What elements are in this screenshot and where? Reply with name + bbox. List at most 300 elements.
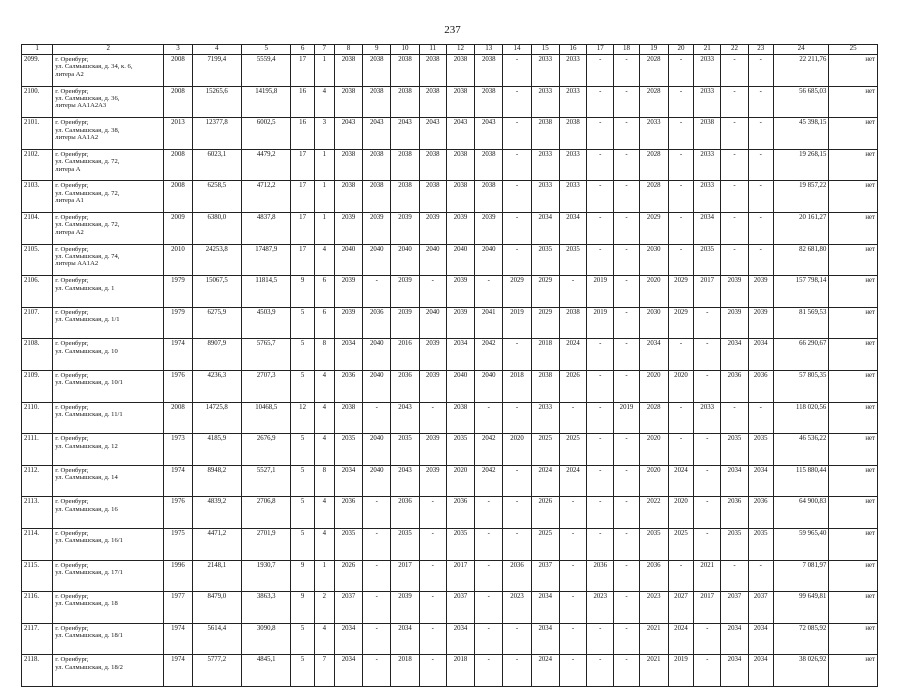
cell-col-15: 2038 xyxy=(531,370,559,402)
cell-col-20: 2025 xyxy=(668,528,693,560)
address-line: ул. Салмышская, д. 12 xyxy=(55,442,118,450)
cell-col-22: 2039 xyxy=(721,307,748,339)
cell-col-18: - xyxy=(614,560,639,592)
cell-col-13: 2039 xyxy=(475,212,503,244)
row-number: 2114. xyxy=(22,528,53,560)
cell-col-3: 1996 xyxy=(164,560,192,592)
cell-col-16: 2024 xyxy=(559,339,586,371)
cell-col-8: 2026 xyxy=(334,560,362,592)
cell-col-14: - xyxy=(503,623,531,655)
column-header: 25 xyxy=(829,45,878,55)
cell-col-11: 2040 xyxy=(419,307,446,339)
cell-col-3: 1974 xyxy=(164,339,192,371)
column-header: 16 xyxy=(559,45,586,55)
column-header: 14 xyxy=(503,45,531,55)
cell-col-3: 1975 xyxy=(164,528,192,560)
cell-col-3: 1974 xyxy=(164,623,192,655)
address-line: ул. Салмышская, д. 10 xyxy=(55,347,118,355)
cell-col-25: нет xyxy=(829,623,878,655)
cell-col-13: 2038 xyxy=(475,55,503,87)
cell-col-4: 4839,2 xyxy=(192,497,241,529)
cell-col-9: 2040 xyxy=(363,244,391,276)
cell-col-9: 2039 xyxy=(363,212,391,244)
cell-col-5: 6002,5 xyxy=(242,118,291,150)
cell-col-25: нет xyxy=(829,149,878,181)
table-row xyxy=(22,55,878,87)
cell-col-23: - xyxy=(748,244,773,276)
column-header: 19 xyxy=(639,45,668,55)
cell-col-19: 2028 xyxy=(639,402,668,434)
cell-col-13: 2043 xyxy=(475,118,503,150)
table-row xyxy=(22,497,878,529)
cell-col-23: 2034 xyxy=(748,465,773,497)
cell-col-12: 2040 xyxy=(446,370,474,402)
cell-col-23: 2037 xyxy=(748,592,773,624)
address-line: ул. Салмышская, д. 16 xyxy=(55,505,118,513)
table-row xyxy=(22,244,878,276)
cell-col-12: 2038 xyxy=(446,149,474,181)
cell-col-17: - xyxy=(587,149,614,181)
cell-col-20: 2029 xyxy=(668,276,693,308)
address-cell xyxy=(53,86,164,118)
cell-col-24: 115 880,44 xyxy=(773,465,829,497)
cell-col-17: - xyxy=(587,244,614,276)
cell-col-13: - xyxy=(475,276,503,308)
cell-col-20: - xyxy=(668,560,693,592)
table-row xyxy=(22,339,878,371)
cell-col-15: 2034 xyxy=(531,212,559,244)
cell-col-21: - xyxy=(694,497,721,529)
cell-col-7: 4 xyxy=(314,244,334,276)
cell-col-4: 4236,3 xyxy=(192,370,241,402)
cell-col-13: 2042 xyxy=(475,465,503,497)
cell-col-12: 2035 xyxy=(446,528,474,560)
address-line: г. Оренбург, xyxy=(55,213,89,221)
cell-col-20: - xyxy=(668,181,693,213)
cell-col-18: - xyxy=(614,181,639,213)
cell-col-10: 2043 xyxy=(391,118,419,150)
cell-col-25: нет xyxy=(829,181,878,213)
cell-col-4: 6380,0 xyxy=(192,212,241,244)
cell-col-24: 38 026,92 xyxy=(773,655,829,687)
cell-col-19: 2021 xyxy=(639,655,668,687)
address-cell xyxy=(53,118,164,150)
address-line: г. Оренбург, xyxy=(55,624,89,632)
cell-col-6: 12 xyxy=(291,402,314,434)
cell-col-10: 2036 xyxy=(391,497,419,529)
cell-col-3: 2008 xyxy=(164,86,192,118)
cell-col-16: 2034 xyxy=(559,212,586,244)
cell-col-21: 2017 xyxy=(694,592,721,624)
cell-col-6: 5 xyxy=(291,307,314,339)
cell-col-5: 4837,8 xyxy=(242,212,291,244)
column-header: 17 xyxy=(587,45,614,55)
address-line: литеры АА1А2 xyxy=(55,133,99,141)
cell-col-13: - xyxy=(475,560,503,592)
cell-col-19: 2021 xyxy=(639,623,668,655)
address-line: литера А2 xyxy=(55,228,84,236)
cell-col-6: 17 xyxy=(291,149,314,181)
cell-col-24: 22 211,76 xyxy=(773,55,829,87)
row-number: 2104. xyxy=(22,212,53,244)
cell-col-24: 82 681,80 xyxy=(773,244,829,276)
table-header xyxy=(22,45,878,55)
cell-col-20: - xyxy=(668,86,693,118)
cell-col-20: - xyxy=(668,402,693,434)
cell-col-5: 17487,9 xyxy=(242,244,291,276)
cell-col-3: 2008 xyxy=(164,149,192,181)
cell-col-7: 1 xyxy=(314,55,334,87)
cell-col-8: 2034 xyxy=(334,339,362,371)
cell-col-21: 2035 xyxy=(694,244,721,276)
address-cell xyxy=(53,212,164,244)
cell-col-16: - xyxy=(559,402,586,434)
column-header: 5 xyxy=(242,45,291,55)
row-number: 2099. xyxy=(22,55,53,87)
cell-col-16: - xyxy=(559,276,586,308)
cell-col-3: 2013 xyxy=(164,118,192,150)
cell-col-16: - xyxy=(559,560,586,592)
cell-col-7: 6 xyxy=(314,276,334,308)
cell-col-11: 2038 xyxy=(419,86,446,118)
cell-col-18: - xyxy=(614,528,639,560)
cell-col-18: 2019 xyxy=(614,402,639,434)
address-line: г. Оренбург, xyxy=(55,87,89,95)
cell-col-4: 8948,2 xyxy=(192,465,241,497)
cell-col-25: нет xyxy=(829,592,878,624)
cell-col-15: 2018 xyxy=(531,339,559,371)
cell-col-7: 4 xyxy=(314,370,334,402)
cell-col-5: 3090,8 xyxy=(242,623,291,655)
cell-col-17: 2019 xyxy=(587,307,614,339)
cell-col-15: 2033 xyxy=(531,181,559,213)
cell-col-11: 2039 xyxy=(419,434,446,466)
cell-col-4: 2148,1 xyxy=(192,560,241,592)
column-header: 9 xyxy=(363,45,391,55)
cell-col-9: 2040 xyxy=(363,465,391,497)
cell-col-19: 2022 xyxy=(639,497,668,529)
address-line: г. Оренбург, xyxy=(55,56,89,63)
cell-col-8: 2034 xyxy=(334,623,362,655)
cell-col-7: 4 xyxy=(314,528,334,560)
cell-col-4: 7199,4 xyxy=(192,55,241,87)
cell-col-20: - xyxy=(668,149,693,181)
cell-col-11: - xyxy=(419,623,446,655)
cell-col-18: - xyxy=(614,276,639,308)
cell-col-5: 3863,3 xyxy=(242,592,291,624)
column-header: 23 xyxy=(748,45,773,55)
cell-col-17: - xyxy=(587,370,614,402)
cell-col-10: 2039 xyxy=(391,212,419,244)
cell-col-4: 15265,6 xyxy=(192,86,241,118)
address-line: г. Оренбург, xyxy=(55,245,89,253)
cell-col-8: 2038 xyxy=(334,181,362,213)
cell-col-3: 1974 xyxy=(164,465,192,497)
cell-col-7: 4 xyxy=(314,434,334,466)
cell-col-18: - xyxy=(614,55,639,87)
cell-col-7: 6 xyxy=(314,307,334,339)
cell-col-19: 2034 xyxy=(639,339,668,371)
cell-col-21: - xyxy=(694,307,721,339)
cell-col-10: 2039 xyxy=(391,592,419,624)
cell-col-22: - xyxy=(721,55,748,87)
cell-col-7: 1 xyxy=(314,212,334,244)
cell-col-14: - xyxy=(503,212,531,244)
cell-col-10: 2035 xyxy=(391,434,419,466)
cell-col-17: - xyxy=(587,434,614,466)
cell-col-10: 2038 xyxy=(391,149,419,181)
cell-col-20: 2019 xyxy=(668,655,693,687)
cell-col-23: 2036 xyxy=(748,497,773,529)
cell-col-24: 57 805,35 xyxy=(773,370,829,402)
cell-col-16: - xyxy=(559,528,586,560)
cell-col-5: 2676,9 xyxy=(242,434,291,466)
cell-col-24: 118 020,56 xyxy=(773,402,829,434)
cell-col-20: - xyxy=(668,244,693,276)
cell-col-14: - xyxy=(503,118,531,150)
address-line: г. Оренбург, xyxy=(55,150,89,158)
address-line: ул. Салмышская, д. 72, xyxy=(55,189,120,197)
cell-col-15: 2029 xyxy=(531,307,559,339)
cell-col-19: 2036 xyxy=(639,560,668,592)
address-line: ул. Салмышская, д. 14 xyxy=(55,474,118,482)
cell-col-13: 2038 xyxy=(475,86,503,118)
cell-col-24: 81 569,53 xyxy=(773,307,829,339)
cell-col-12: 2017 xyxy=(446,560,474,592)
cell-col-11: - xyxy=(419,528,446,560)
address-line: г. Оренбург, xyxy=(55,308,89,316)
cell-col-22: 2034 xyxy=(721,465,748,497)
column-header: 10 xyxy=(391,45,419,55)
cell-col-19: 2023 xyxy=(639,592,668,624)
cell-col-9: 2040 xyxy=(363,339,391,371)
cell-col-11: - xyxy=(419,276,446,308)
cell-col-16: - xyxy=(559,623,586,655)
cell-col-12: 2038 xyxy=(446,181,474,213)
table-row xyxy=(22,434,878,466)
row-number: 2116. xyxy=(22,592,53,624)
cell-col-20: 2020 xyxy=(668,370,693,402)
cell-col-20: 2029 xyxy=(668,307,693,339)
cell-col-20: 2024 xyxy=(668,465,693,497)
cell-col-4: 12377,8 xyxy=(192,118,241,150)
cell-col-21: - xyxy=(694,528,721,560)
table-row xyxy=(22,528,878,560)
cell-col-12: 2039 xyxy=(446,212,474,244)
cell-col-4: 24253,8 xyxy=(192,244,241,276)
cell-col-12: 2037 xyxy=(446,592,474,624)
cell-col-23: 2039 xyxy=(748,307,773,339)
cell-col-15: 2034 xyxy=(531,592,559,624)
address-line: ул. Салмышская, д. 16/1 xyxy=(55,537,123,545)
cell-col-23: 2034 xyxy=(748,623,773,655)
address-line: г. Оренбург, xyxy=(55,529,89,537)
address-cell xyxy=(53,623,164,655)
cell-col-18: - xyxy=(614,434,639,466)
cell-col-21: 2033 xyxy=(694,149,721,181)
cell-col-7: 4 xyxy=(314,402,334,434)
cell-col-17: 2036 xyxy=(587,560,614,592)
cell-col-19: 2028 xyxy=(639,55,668,87)
address-cell xyxy=(53,181,164,213)
cell-col-12: 2038 xyxy=(446,55,474,87)
cell-col-19: 2030 xyxy=(639,307,668,339)
address-cell xyxy=(53,402,164,434)
cell-col-8: 2036 xyxy=(334,497,362,529)
address-line: ул. Салмышская, д. 11/1 xyxy=(55,410,123,418)
cell-col-9: 2038 xyxy=(363,55,391,87)
cell-col-5: 11814,5 xyxy=(242,276,291,308)
cell-col-7: 4 xyxy=(314,497,334,529)
cell-col-13: 2041 xyxy=(475,307,503,339)
cell-col-19: 2030 xyxy=(639,244,668,276)
address-line: ул. Салмышская, д. 18/2 xyxy=(55,663,123,671)
cell-col-24: 7 081,97 xyxy=(773,560,829,592)
address-line: ул. Салмышская, д. 34, к. 6, xyxy=(55,63,133,71)
cell-col-16: 2038 xyxy=(559,118,586,150)
cell-col-5: 1930,7 xyxy=(242,560,291,592)
address-cell xyxy=(53,528,164,560)
cell-col-24: 64 900,83 xyxy=(773,497,829,529)
cell-col-24: 45 398,15 xyxy=(773,118,829,150)
cell-col-5: 10468,5 xyxy=(242,402,291,434)
column-header: 22 xyxy=(721,45,748,55)
cell-col-22: - xyxy=(721,149,748,181)
cell-col-12: 2038 xyxy=(446,402,474,434)
cell-col-21: 2033 xyxy=(694,55,721,87)
address-cell xyxy=(53,276,164,308)
cell-col-6: 5 xyxy=(291,339,314,371)
cell-col-25: нет xyxy=(829,560,878,592)
cell-col-6: 5 xyxy=(291,497,314,529)
cell-col-9: 2036 xyxy=(363,307,391,339)
address-line: г. Оренбург, xyxy=(55,119,89,127)
cell-col-3: 1977 xyxy=(164,592,192,624)
cell-col-16: 2038 xyxy=(559,307,586,339)
cell-col-25: нет xyxy=(829,307,878,339)
cell-col-16: 2025 xyxy=(559,434,586,466)
table-row xyxy=(22,370,878,402)
cell-col-20: - xyxy=(668,339,693,371)
cell-col-11: - xyxy=(419,497,446,529)
cell-col-20: 2024 xyxy=(668,623,693,655)
cell-col-10: 2038 xyxy=(391,181,419,213)
column-header: 3 xyxy=(164,45,192,55)
cell-col-4: 5614,4 xyxy=(192,623,241,655)
cell-col-6: 5 xyxy=(291,434,314,466)
cell-col-22: - xyxy=(721,560,748,592)
cell-col-7: 8 xyxy=(314,339,334,371)
cell-col-14: 2020 xyxy=(503,434,531,466)
cell-col-5: 4845,1 xyxy=(242,655,291,687)
cell-col-3: 2010 xyxy=(164,244,192,276)
cell-col-4: 8907,9 xyxy=(192,339,241,371)
cell-col-10: 2036 xyxy=(391,370,419,402)
row-number: 2106. xyxy=(22,276,53,308)
cell-col-20: - xyxy=(668,118,693,150)
cell-col-24: 19 268,15 xyxy=(773,149,829,181)
cell-col-5: 4712,2 xyxy=(242,181,291,213)
table-row xyxy=(22,592,878,624)
cell-col-8: 2039 xyxy=(334,307,362,339)
cell-col-15: 2025 xyxy=(531,434,559,466)
address-line: ул. Салмышская, д. 36, xyxy=(55,94,120,102)
cell-col-9: 2038 xyxy=(363,149,391,181)
cell-col-5: 5765,7 xyxy=(242,339,291,371)
cell-col-13: - xyxy=(475,623,503,655)
cell-col-7: 7 xyxy=(314,655,334,687)
address-line: ул. Салмышская, д. 72, xyxy=(55,221,120,229)
cell-col-18: - xyxy=(614,339,639,371)
cell-col-9: - xyxy=(363,655,391,687)
cell-col-7: 4 xyxy=(314,623,334,655)
cell-col-8: 2035 xyxy=(334,528,362,560)
cell-col-3: 2008 xyxy=(164,402,192,434)
cell-col-21: 2033 xyxy=(694,402,721,434)
cell-col-14: - xyxy=(503,465,531,497)
cell-col-9: - xyxy=(363,560,391,592)
cell-col-11: 2043 xyxy=(419,118,446,150)
cell-col-11: - xyxy=(419,560,446,592)
cell-col-9: - xyxy=(363,623,391,655)
address-cell xyxy=(53,244,164,276)
cell-col-17: 2023 xyxy=(587,592,614,624)
cell-col-10: 2040 xyxy=(391,244,419,276)
cell-col-6: 17 xyxy=(291,244,314,276)
address-line: г. Оренбург, xyxy=(55,656,89,664)
cell-col-3: 1979 xyxy=(164,307,192,339)
cell-col-12: 2034 xyxy=(446,623,474,655)
address-cell xyxy=(53,307,164,339)
row-number: 2115. xyxy=(22,560,53,592)
cell-col-3: 1979 xyxy=(164,276,192,308)
row-number: 2108. xyxy=(22,339,53,371)
cell-col-11: 2039 xyxy=(419,370,446,402)
cell-col-9: 2040 xyxy=(363,434,391,466)
address-line: ул. Салмышская, д. 17/1 xyxy=(55,568,123,576)
table-row xyxy=(22,212,878,244)
cell-col-9: - xyxy=(363,528,391,560)
cell-col-19: 2020 xyxy=(639,276,668,308)
cell-col-22: - xyxy=(721,118,748,150)
cell-col-22: 2034 xyxy=(721,339,748,371)
cell-col-25: нет xyxy=(829,655,878,687)
cell-col-17: - xyxy=(587,86,614,118)
cell-col-15: 2035 xyxy=(531,244,559,276)
address-line: ул. Салмышская, д. 38, xyxy=(55,126,120,134)
address-cell xyxy=(53,655,164,687)
cell-col-4: 6258,5 xyxy=(192,181,241,213)
cell-col-11: 2038 xyxy=(419,55,446,87)
cell-col-3: 1976 xyxy=(164,370,192,402)
cell-col-25: нет xyxy=(829,339,878,371)
cell-col-12: 2035 xyxy=(446,434,474,466)
address-line: г. Оренбург, xyxy=(55,182,89,190)
address-line: литера А xyxy=(55,165,81,173)
cell-col-16: 2033 xyxy=(559,86,586,118)
cell-col-17: - xyxy=(587,465,614,497)
cell-col-22: 2035 xyxy=(721,528,748,560)
cell-col-10: 2018 xyxy=(391,655,419,687)
cell-col-11: 2039 xyxy=(419,212,446,244)
cell-col-5: 2706,8 xyxy=(242,497,291,529)
cell-col-6: 17 xyxy=(291,55,314,87)
column-header: 21 xyxy=(694,45,721,55)
cell-col-17: - xyxy=(587,212,614,244)
cell-col-12: 2036 xyxy=(446,497,474,529)
cell-col-8: 2038 xyxy=(334,402,362,434)
cell-col-12: 2039 xyxy=(446,276,474,308)
